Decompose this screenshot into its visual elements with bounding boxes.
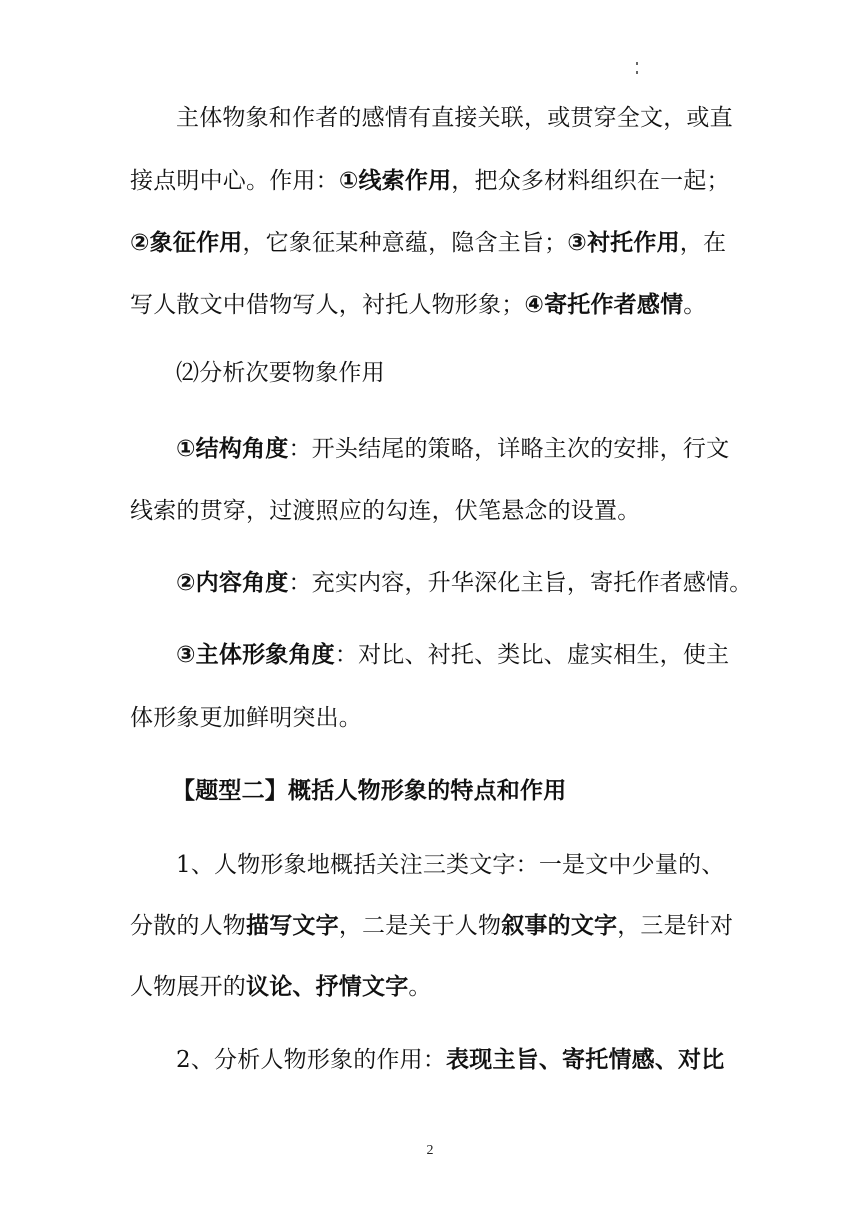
point-2-line xyxy=(176,1045,796,1075)
paragraph-line xyxy=(130,166,750,196)
bold-term: 描写文字 xyxy=(246,913,339,939)
page-number: 2 xyxy=(426,1143,434,1158)
item-structure-line xyxy=(130,496,750,526)
point-1-line xyxy=(130,911,750,941)
text: ：对比、衬托、类比、虚实相生，使主 xyxy=(334,642,730,668)
subheading-text: ⑵分析次要物象作用 xyxy=(176,360,385,386)
item-content-line xyxy=(176,568,796,598)
paragraph-line xyxy=(130,228,750,258)
text: ，在 xyxy=(679,230,727,256)
bold-term: ③主体形象角度 xyxy=(176,642,335,668)
paragraph-line xyxy=(130,290,750,320)
section-heading-text: 【题型二】概括人物形象的特点和作用 xyxy=(172,778,567,804)
text: 。 xyxy=(408,974,432,1000)
text: 体形象更加鲜明突出。 xyxy=(130,705,362,731)
bold-term: ③衬托作用 xyxy=(567,230,680,256)
bold-term: ②象征作用 xyxy=(130,230,243,256)
bold-term: ①结构角度 xyxy=(176,436,289,462)
text: 线索的贯穿，过渡照应的勾连，伏笔悬念的设置。 xyxy=(130,498,641,524)
text: ，它象征某种意蕴，隐含主旨； xyxy=(242,230,568,256)
point-1-line xyxy=(176,850,796,880)
text: ，三是针对 xyxy=(617,913,734,939)
bold-term: 议论、抒情文字 xyxy=(246,974,409,1000)
text: ，把众多材料组织在一起； xyxy=(451,168,730,194)
section-heading xyxy=(172,776,792,806)
text: 人物展开的 xyxy=(130,974,246,1000)
text: 1、人物形象地概括关注三类文字：一是文中少量的、 xyxy=(176,852,725,878)
bold-term: ④寄托作者感情 xyxy=(524,292,684,318)
text: 接点明中心。作用： xyxy=(130,168,339,194)
text: ，二是关于人物 xyxy=(338,913,502,939)
text: 。 xyxy=(683,292,707,318)
paragraph-line xyxy=(176,103,796,133)
bold-term: 表现主旨、寄托情感、对比 xyxy=(446,1047,725,1073)
text: 写人散文中借物写人，衬托人物形象； xyxy=(130,292,525,318)
point-1-line xyxy=(130,972,750,1002)
bold-term: ①线索作用 xyxy=(338,168,452,194)
text: ：充实内容，升华深化主旨，寄托作者感情。 xyxy=(288,570,753,596)
text: 主体物象和作者的感情有直接关联，或贯穿全文，或直 xyxy=(176,105,733,131)
subheading xyxy=(176,358,796,388)
item-image-line xyxy=(176,640,796,670)
bold-term: 叙事的文字 xyxy=(501,913,618,939)
corner-crop-mark xyxy=(636,62,638,82)
bold-term: ②内容角度 xyxy=(176,570,289,596)
item-image-line xyxy=(130,703,750,733)
item-structure-line xyxy=(176,434,796,464)
text: ：开头结尾的策略，详略主次的安排，行文 xyxy=(288,436,730,462)
text: 分散的人物 xyxy=(130,913,246,939)
text: 2、分析人物形象的作用： xyxy=(176,1047,447,1073)
